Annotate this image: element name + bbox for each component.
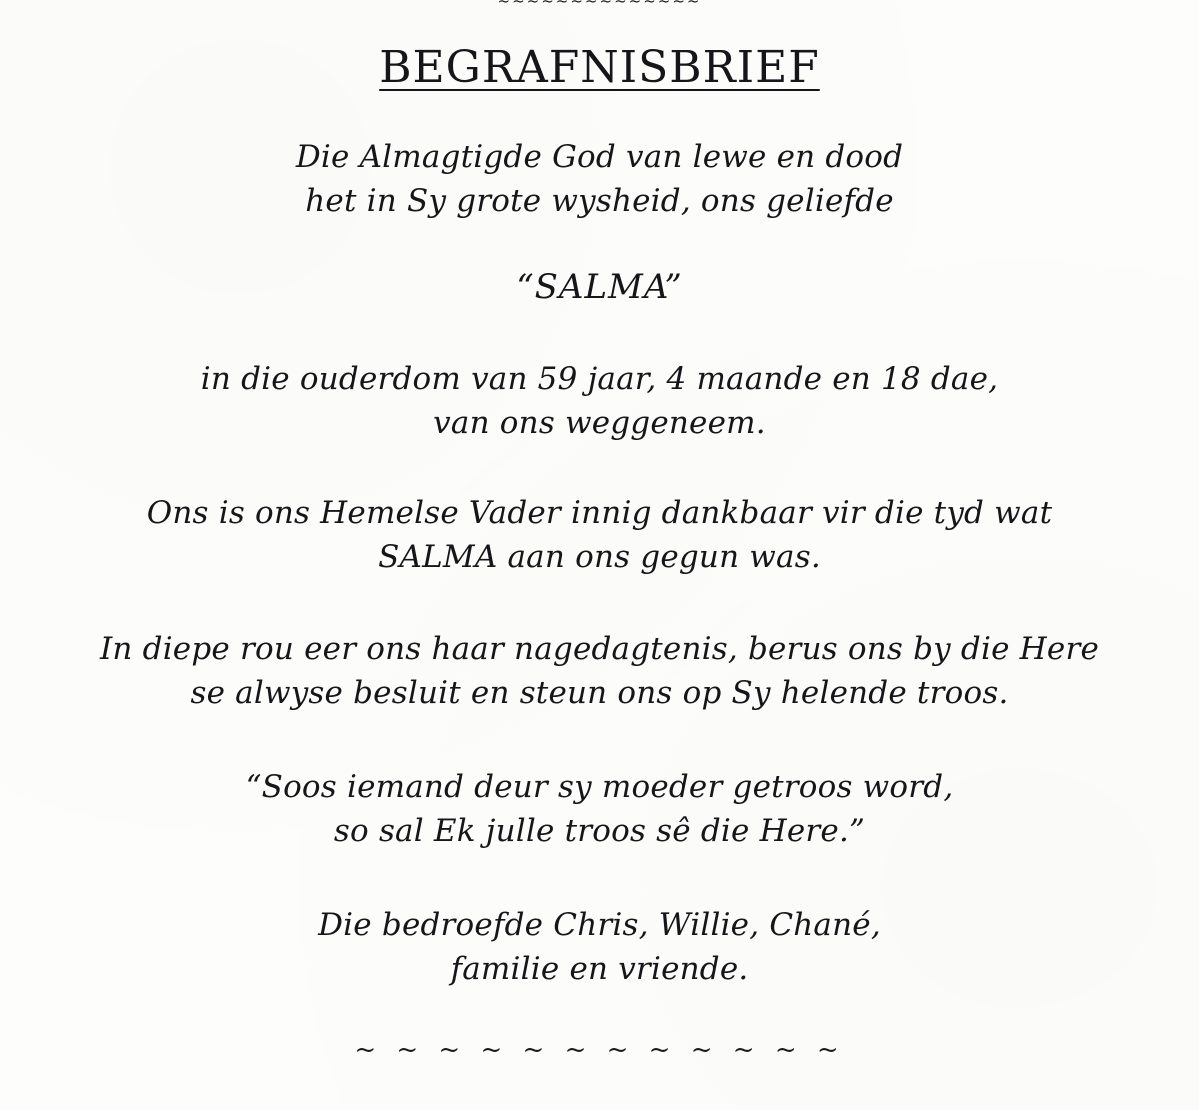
thanks-line-2: SALMA aan ons gegun was. bbox=[378, 539, 821, 576]
intro-paragraph bbox=[296, 135, 903, 223]
bottom-ornament-divider: ~ ~ ~ ~ ~ ~ ~ ~ ~ ~ ~ ~ bbox=[354, 1035, 845, 1066]
scripture-verse bbox=[246, 765, 954, 853]
thanks-paragraph bbox=[147, 491, 1052, 579]
age-paragraph bbox=[201, 357, 998, 445]
mourning-line-1: In diepe rou eer ons haar nagedagtenis, berus ons by die Here bbox=[99, 631, 1100, 668]
mourning-paragraph bbox=[100, 627, 1099, 715]
top-ornament-divider: ~~~~~~~~~~~~~~ bbox=[497, 0, 702, 10]
verse-line-2: so sal Ek julle troos sê die Here.” bbox=[333, 813, 866, 850]
family-line-2: familie en vriende. bbox=[450, 951, 749, 988]
deceased-name: “SALMA” bbox=[516, 267, 683, 308]
age-line-2: van ons weggeneem. bbox=[433, 405, 766, 442]
family-line-1: Die bedroefde Chris, Willie, Chané, bbox=[318, 907, 881, 944]
family-signature bbox=[318, 903, 881, 991]
intro-line-1: Die Almagtigde God van lewe en dood bbox=[295, 139, 904, 175]
thanks-line-1: Ons is ons Hemelse Vader innig dankbaar vir die tyd wat bbox=[146, 495, 1053, 532]
verse-line-1: “Soos iemand deur sy moeder getroos word, bbox=[245, 769, 954, 806]
intro-line-2: het in Sy grote wysheid, ons geliefde bbox=[305, 183, 894, 220]
age-line-1: in die ouderdom van 59 jaar, 4 maande en 18 dae, bbox=[200, 361, 999, 398]
mourning-line-2: se alwyse besluit en steun ons op Sy helende troos. bbox=[190, 675, 1009, 712]
page-title: BEGRAFNISBRIEF bbox=[379, 42, 820, 93]
